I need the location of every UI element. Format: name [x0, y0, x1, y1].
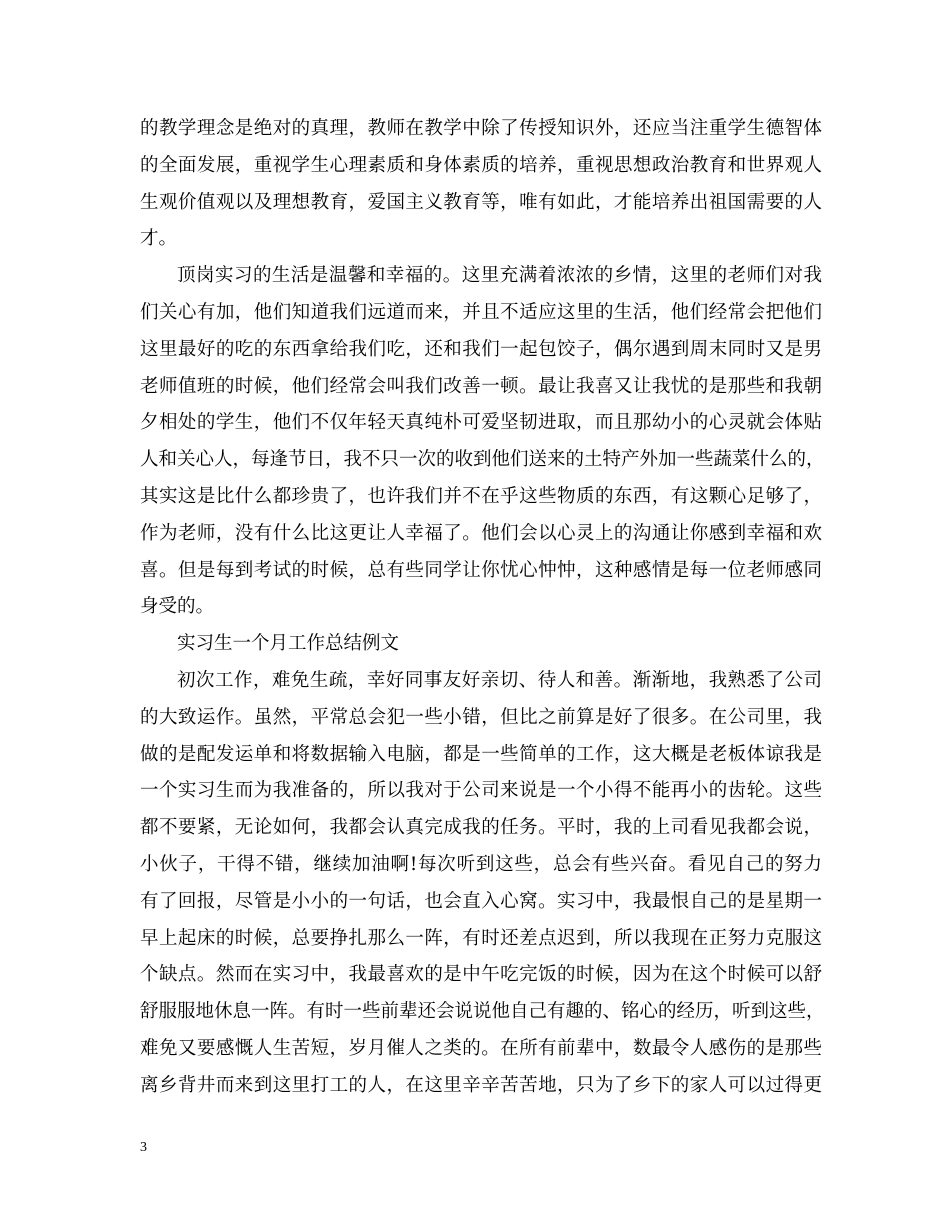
- text-line: 个缺点。然而在实习中，我最喜欢的是中午吃完饭的时候，因为在这个时候可以舒: [140, 964, 822, 986]
- text-line: 早上起床的时候，总要挣扎那么一阵，有时还差点迟到，所以我现在正努力克服这: [140, 927, 822, 949]
- text-line: 顶岗实习的生活是温馨和幸福的。这里充满着浓浓的乡情，这里的老师们对我: [177, 265, 822, 287]
- text-line: 作为老师，没有什么比这更让人幸福了。他们会以心灵上的沟通让你感到幸福和欢: [140, 522, 822, 544]
- text-line: 身受的。: [140, 596, 215, 618]
- text-line: 离乡背井而来到这里打工的人，在这里辛辛苦苦地，只为了乡下的家人可以过得更: [140, 1074, 822, 1096]
- document-body: [140, 111, 825, 1105]
- text-line: 老师值班的时候，他们经常会叫我们改善一顿。最让我喜又让我忧的是那些和我朝: [140, 375, 822, 397]
- text-line: 的教学理念是绝对的真理，教师在教学中除了传授知识外，还应当注重学生德智体: [140, 118, 822, 139]
- text-line: 生观价值观以及理想教育，爱国主义教育等，唯有如此，才能培养出祖国需要的人: [140, 191, 822, 213]
- text-line: 喜。但是每到考试的时候，总有些同学让你忧心忡忡，这种感情是每一位老师感同: [140, 559, 822, 581]
- text-line: 都不要紧，无论如何，我都会认真完成我的任务。平时，我的上司看见我都会说，: [140, 817, 822, 839]
- text-line: 小伙子，干得不错，继续加油啊!每次听到这些，总会有些兴奋。看见自己的努力: [140, 853, 822, 875]
- text-line: 们关心有加，他们知道我们远道而来，并且不适应这里的生活，他们经常会把他们: [140, 301, 822, 323]
- text-line: 实习生一个月工作总结例文: [177, 633, 400, 655]
- paragraph-lines: [140, 111, 825, 1105]
- text-line: 做的是配发运单和将数据输入电脑，都是一些简单的工作，这大概是老板体谅我是: [140, 743, 822, 765]
- page-number: 3: [140, 1140, 147, 1155]
- text-line: 难免又要感慨人生苦短，岁月催人之类的。在所有前辈中，数最令人感伤的是那些: [140, 1037, 822, 1059]
- text-line: 才。: [140, 228, 178, 250]
- text-line: 的大致运作。虽然，平常总会犯一些小错，但比之前算是好了很多。在公司里，我: [140, 706, 822, 728]
- text-line: 一个实习生而为我准备的，所以我对于公司来说是一个小得不能再小的齿轮。这些: [140, 780, 822, 802]
- text-line: 舒服服地休息一阵。有时一些前辈还会说说他自己有趣的、铭心的经历，听到这些，: [140, 1001, 825, 1023]
- text-line: 其实这是比什么都珍贵了，也许我们并不在乎这些物质的东西，有这颗心足够了，: [140, 485, 822, 507]
- text-line: 的全面发展，重视学生心理素质和身体素质的培养，重视思想政治教育和世界观人: [140, 154, 822, 176]
- text-line: 人和关心人，每逢节日，我不只一次的收到他们送来的土特产外加一些蔬菜什么的，: [140, 449, 825, 471]
- text-line: 这里最好的吃的东西拿给我们吃，还和我们一起包饺子，偶尔遇到周末同时又是男: [140, 338, 822, 360]
- text-line: 初次工作，难免生疏，幸好同事友好亲切、待人和善。渐渐地，我熟悉了公司: [177, 669, 822, 691]
- text-line: 有了回报，尽管是小小的一句话，也会直入心窝。实习中，我最恨自己的是星期一: [140, 890, 822, 912]
- text-line: 夕相处的学生，他们不仅年轻天真纯朴可爱坚韧进取，而且那幼小的心灵就会体贴: [140, 412, 822, 434]
